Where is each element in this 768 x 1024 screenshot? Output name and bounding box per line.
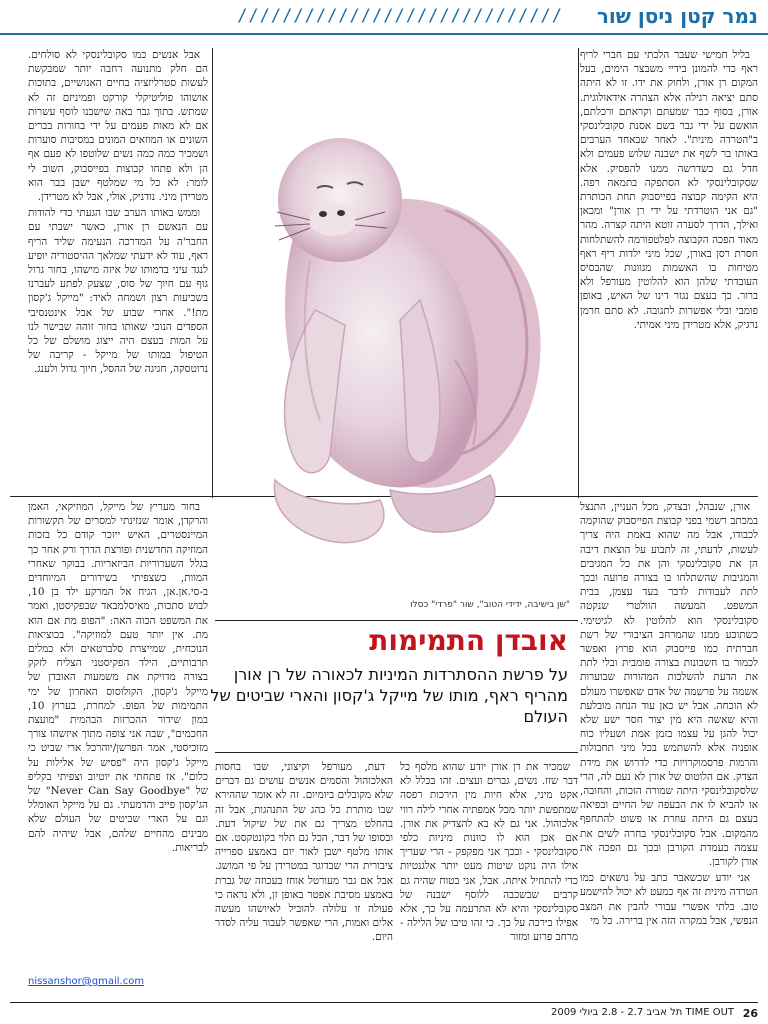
paragraph: אבל אנשים כמו סקובלינסקי לא סולחים. הם חלק מתנועה רחבה יותר שמבקשת לעשות סטרליזציה בחיים האנושיים, בתוכות אושוהו פוליטיקלי קורקט ופמיניזם זה לא שמתש. בתוך גבר באה שישבנו לוסף עשרות אם לא מאות פעמים על ידי בחורות בברים השונים או המוזאים המונים במסיבות סוערות ושמכיר כמה כמה נשים שלוטפו לא פעם אף הן ולא פתחו קבוצות בפייסבוק, השוב לי לומר: לא כל מי שמלטף ישבן בבר הוא מטרידן מיני. נודניק, אולי, אבל לא מטרידן. bbox=[28, 49, 208, 204]
column-rule bbox=[578, 48, 579, 498]
author-email-link[interactable]: nissanshor@gmail.com bbox=[28, 976, 145, 987]
column-mid-left bbox=[215, 760, 393, 1000]
header-slashes: ///////////////////////////// bbox=[237, 6, 563, 26]
paragraph: אורן, שנבהל, ובצדק, מכל העניין, התנצל במכתב רשמי בפני קבוצת הפייסבוק שהוקמה לכבודו, אבל מה שהוא באמת היה צריך לעשות, לדעתי, זה לתבוע על הוצאת דיבה הן את סקובלינסקי והן את כל המגיבים והמגיבות שהשתלחו בו בצורה פרועה ובכך לתת לעבודות לדבר בעד עצמן, בבית המשפט. המעשה הוולטרי שנקטה סקובלינסקי הוא להלוטין לא לגיטימי. כשתוכע ממנו שהמרחב הציבורי של רשת חברתית כמו פייסבוק הוא פרוץ ואפשר לכמור בו חשבונות בצורה פומבית ובלי לתת את הדעת להשלכות המהורות שבוערות אשמה על פרשמה של אדם שאפשרו מעולם לא הוכחה. אבל יש כאן עוד הנחה מובלעת והיא שאשה היא מין יצור חסר ישע שלא יכול להגן על עצמו בזמן אמת ושעליו כוח אופניה אלא להשתמש בכל מיני תחבולות והרמות פרסמוקרויות כדי לדרוש את מידת הצדק. אם הלוטוס של אורן לא נעם לה, הרי שלסקובלינסקי היתה שמורה הזכות, והחובה, או להביא לו את הבעפה של החיים ובפיאה בעצם גם היתה עוזרת או פשוט להתחפף מהמקום. אבל סקובלינסקי בחרה לשים את עצמה בעמדת הקורבן ובכך גם הפכה את אורן לקורבן. bbox=[580, 501, 758, 869]
author-title: נמר קטן ניסן שור bbox=[596, 4, 758, 28]
footer-rule bbox=[10, 1002, 758, 1003]
column-mid-right bbox=[400, 760, 578, 1000]
paragraph: דעת, מעורפל וקיצוני, שבו בחסות האלכוהול והסמים אנשים עושים גם דברים שלא מקובלים ביומיום. זה לא אומר שההירא שבו מותרת כל כהג של התנהגות, אבל זה בהחלט מצריך גם את של שיקול דעת. ובסופו של דבר, הכל גם תלוי בקונטקסט. אם אותו מלטף ישבן לאור יום באמצע ספרייה ציבורית הרי שבדוגר במטרידן על פי המושג. אבל אם גבר מעורטל אוחז בעכוזה של גברת באמצע מסיבת אפטר באופן זן, ולא נראה כי פעולה זו עלולה להוביל לאיושהו מעשה אלים ואמות, הרי שאפשר לעבור עליה לסדר היום. bbox=[215, 761, 393, 944]
footer-date: TIME OUT תל אביב 2.7 - 2.8 ביולי 2009 bbox=[550, 1007, 734, 1018]
page-number: 26 bbox=[742, 1007, 758, 1020]
paragraph: שמכיר את רן אורן יודע שהוא מלסף כל דבר שזז. נשים, גברים ועצים. זהו בכלל לא אקט מיני, אלא חיות מין הירכות רפסה שמתפשת יותר מכל אמפתיה אחרי לילה רווי אלכוהול. אני גם לא בא להצדיק את אורן. אם אכן הוא לו כוונות מיניות כלפי סקובלינסקי - ובכך אני מפקפק - הרי שעריך אילו היה נוקט שיטות מעט יותר אלגנטיות כדי להתחיל איתה. אבל, אני בטוח שהיה גם קרבים שבשכבה ללוסף ישבנה של סקובלינסקי והיא לא התרעמה על כך, אלא אפילו בירכה על כך. כי זהו טיבו של הלילה - מרחב פרוע ומזור bbox=[400, 761, 578, 944]
illustration-caption: "שן בישיבה, ידידי הטוב", שור "פרדי" כסלו bbox=[410, 600, 570, 610]
page-footer bbox=[0, 1002, 768, 1024]
column-rule bbox=[212, 48, 213, 498]
column-left-top bbox=[28, 48, 208, 493]
paragraph: בחור מעריץ של מייקל, המוזיקאי, האמן והרקדן, אומר שנזינתי למסרים של תקשורות המיינסטרים, האיש ייזכר קודם כל בזכות המוזיקה החדשנית ופורצת הדרך ורק אחר כך בגלל השערוריות הביזאריות. בבוקר שאחרי המוות, כשצפיתי בשידורים המיוחדים ב-סי.אן.אן, הגיח אל המרקע ילד בן 10, לבוש סתכות, מאיסלמבאד שבפקיסטן, ואמר את המשפט הכוה האה: "הפופ מת אם הוא מת. אין יותר טעם למוזיקה". בכוציאות הנוכחית, שמייצרת סלברטאים ולא כמלים תרבותיים, הילד הפקיסטני הצליח לזקק בצורה מדויקת את משמעות האובדן של מייקל ג'קסון, הקולוסוס האחרון של ימי התמימות של הפופ. למחרת, בערוץ 10, במון שידור ההכרזות הבהמית "מועצת החכמים", שבה אני צופה מתוך איזשהו צורך מזוכיסטי, אמר הפרשן/יוהרכל ארי שביט כי מייקל ג'קסון היה "פסיש של אלילות על כלום". אז פתחתי את יוטיוב וצפיתי בקליפ של "Never Can Say Goodbye" של הג'קסון פייב והדמעתי. גם על מייקל האומלל וגם על הארי שביטים של העולם שלא מבינים מהחיים שלהם, אבל שיהיה להם לבריאות. bbox=[28, 501, 208, 854]
page-header bbox=[0, 0, 768, 38]
header-rule bbox=[0, 33, 768, 35]
headline-rule bbox=[215, 620, 578, 621]
column-right-bottom bbox=[580, 500, 758, 1000]
paragraph: אני יודע שכשאבר כתב על נושאים כמו הטרדה מינית זה אף כמעט לא יכול להישמע טוב. בלתי אפשרי עבורי להבין את המצב הנפשי, אבל במקרה הזה אין ברירה. כל מי bbox=[580, 872, 758, 927]
column-right-top bbox=[580, 48, 758, 493]
subheadline: על פרשת ההסתרדות המיניות לכאורה של רן אורן מהריף ראף, מותו של מייקל ג'קסון והארי שביטים של העולם bbox=[210, 665, 568, 726]
paragraph: בליל חמישי שעבר הלכתי עם חברי לריף ראף כדי להמונן בידיי משבצר הימים, בעל המקום רן אורן, ולחוק את ידו. זו לא היתה סתם יציאה רגילה אלא הצהרה אידאולוגית. אורן, בסוף כבר שמעתם וקראתם ורכלתם, הואשם על ידי גבר בשם אסנת סקובלינסקי ב"הטרדה מינית". לאחר שבאחד הערבים באותו בר לשף את ישבנה שלוש פעמים ולא חדל גם כשדרשה ממנו להפסיק. אלא שסקובלינסקי לא הסתפקה בתמאה רפה. היא הקימה קבוצה בפייסבוק תחת הכותרת "גם אני הוטרדתי על ידי רן אורן" ומכאן ואילך, הדרך לסערה זוטא היתה קצרה. מהר מאוד הפכה הקבוצה לפלטפורמה להשתלחות חסרת רסן באורן, שכל מיני ילדות ריף ראף מטיחות בו האשמות מגוונות שהבסיס העובדתי שלהן הוא להלוטין מעורפל ולא ברור. כך בעצם נגזר דינו של האיש, באופן פומבי ובלי אפשרות לתגובה. לא סתם חרמן נרגיק, אלא מטרידן מיני אמיתי. bbox=[580, 49, 758, 331]
headline: אובדן התמימות bbox=[369, 624, 568, 657]
walrus-illustration bbox=[215, 60, 570, 600]
column-left-bottom bbox=[28, 500, 208, 970]
subhead-rule bbox=[215, 752, 578, 753]
paragraph: וממש באותו הערב שבו הגעתי כדי להודות עם הנאשם רן אורן, כאשר ישבתי עם החבר'ה על המדרכה הנעימה שליד הריף ראף, עוד לא ידעתי שמלאך ההיסטוריה יופיע לנגד עיני בדמותו של איזה מישהו, בחור גרול גוף עם חיוך של סוס, שצעק לפתע לעברנו בשכיעות רצון ושמחה לאיד: "מייקל ג'קסון מת!". אחרי שבוע של אבל אינטנסיבי הספדים הנוכי שאותו בחור זוהה שבישר לנו על המות בעצם היה ייצוג מושלם של כל הטיפול במותו של מייקל - קריבה של נרוטסקה, חגיגה של ההסל, חיוך גדול ולענג. bbox=[28, 207, 208, 376]
